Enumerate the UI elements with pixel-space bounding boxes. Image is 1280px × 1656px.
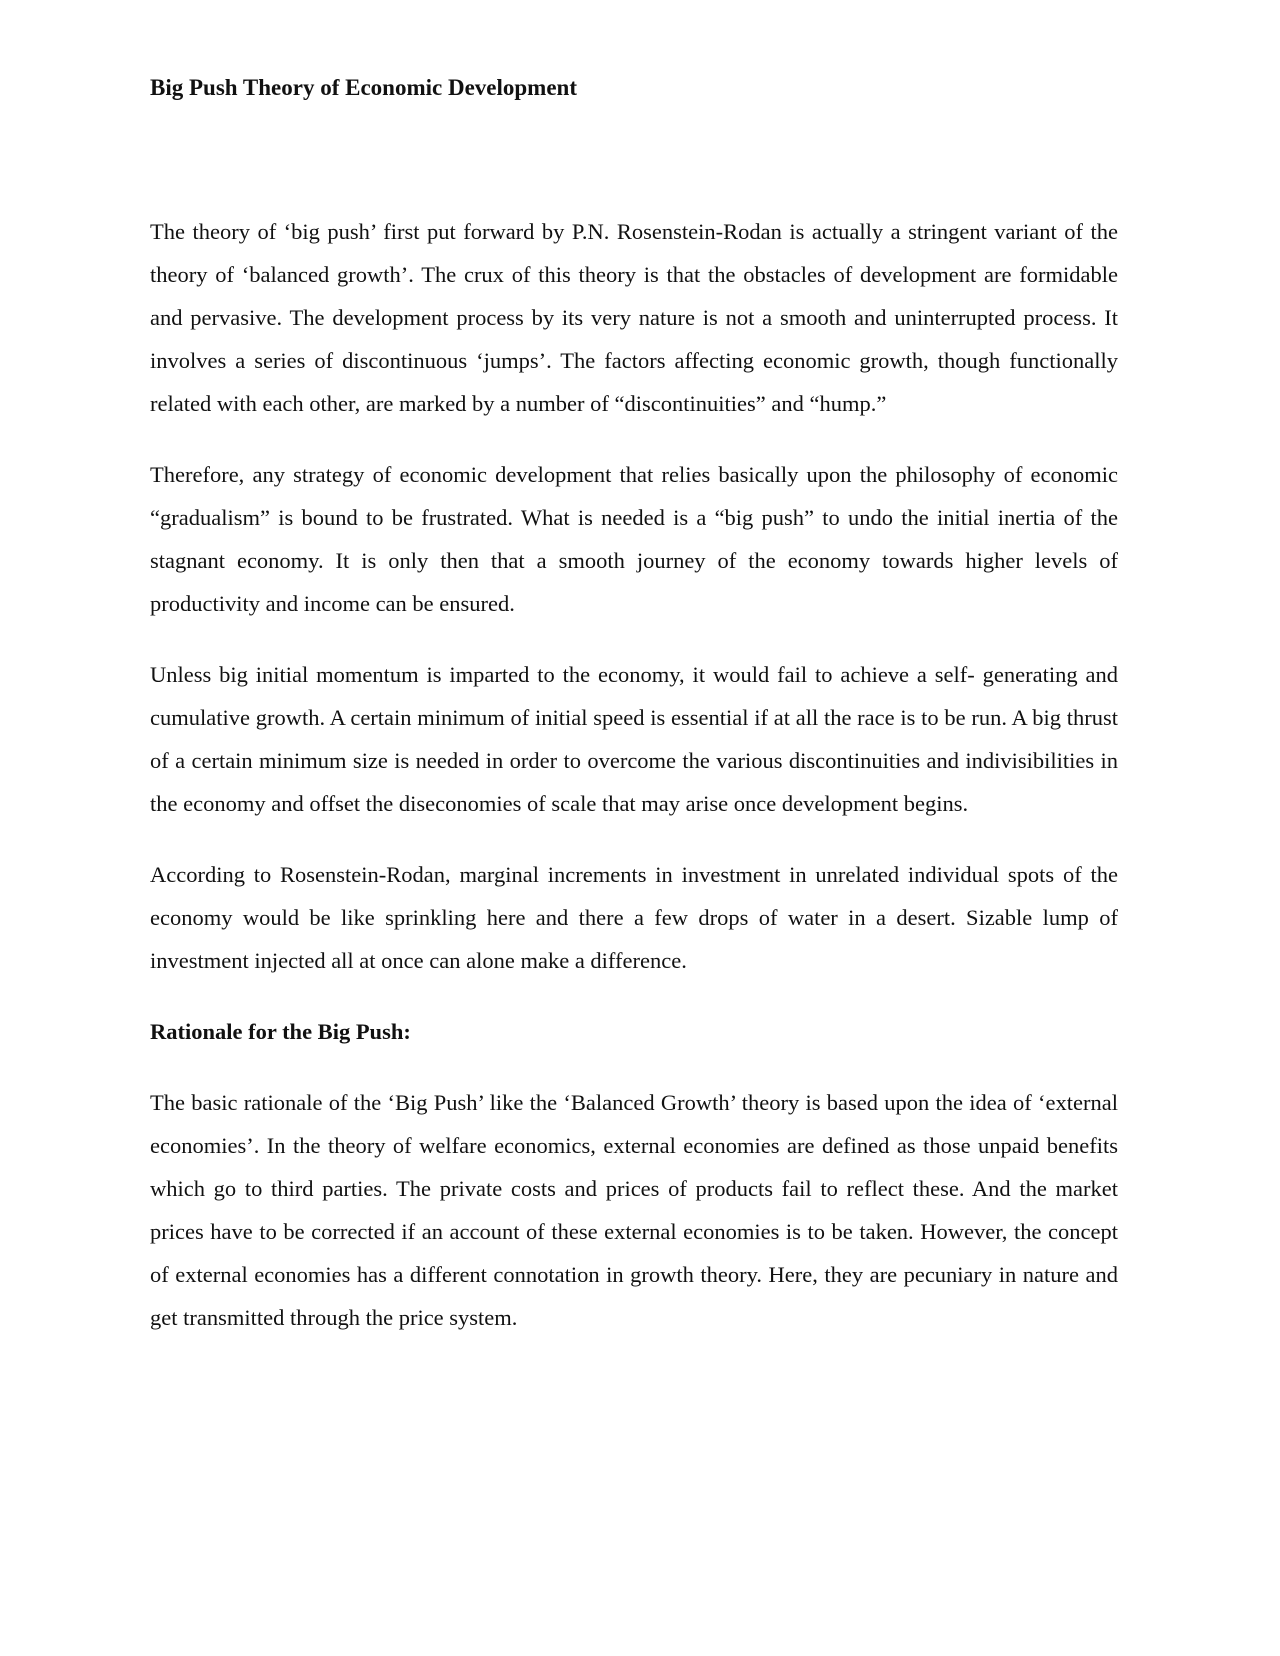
paragraph: The theory of ‘big push’ first put forward by P.N. Rosenstein-Rodan is actually a stringent variant of the theory of ‘balanced growth’. The crux of this theory is that the obstacles of development are formidable and pervasive. The development process by its very nature is not a smooth and uninterrupted process. It involves a series of discontinuous ‘jumps’. The factors affecting economic growth, though functionally related with each other, are marked by a number of “discontinuities” and “hump.”	[150, 219, 1118, 416]
section-heading: Rationale for the Big Push:	[150, 1019, 411, 1044]
paragraph: The basic rationale of the ‘Big Push’ like the ‘Balanced Growth’ theory is based upon the idea of ‘external economies’. In the theory of welfare economics, external economies are defined as those unpaid benefits which go to third parties. The private costs and prices of products fail to reflect these. And the market prices have to be corrected if an account of these external economies is to be taken. However, the concept of external economies has a different connotation in growth theory. Here, they are pecuniary in nature and get transmitted through the price system.	[150, 1090, 1118, 1330]
document-body	[150, 210, 1118, 1367]
document-title: Big Push Theory of Economic Development	[150, 75, 577, 100]
paragraph: Therefore, any strategy of economic development that relies basically upon the philosophy of economic “gradualism” is bound to be frustrated. What is needed is a “big push” to undo the initial inertia of the stagnant economy. It is only then that a smooth journey of the economy towards higher levels of productivity and income can be ensured.	[150, 462, 1118, 616]
paragraph: According to Rosenstein-Rodan, marginal increments in investment in unrelated individual spots of the economy would be like sprinkling here and there a few drops of water in a desert. Sizable lump of investment injected all at once can alone make a difference.	[150, 862, 1118, 973]
paragraph: Unless big initial momentum is imparted to the economy, it would fail to achieve a self- generating and cumulative growth. A certain minimum of initial speed is essential if at all the race is to be run. A big thrust of a certain minimum size is needed in order to overcome the various discontinuities and indivisibilities in the economy and offset the diseconomies of scale that may arise once development begins.	[150, 662, 1118, 816]
